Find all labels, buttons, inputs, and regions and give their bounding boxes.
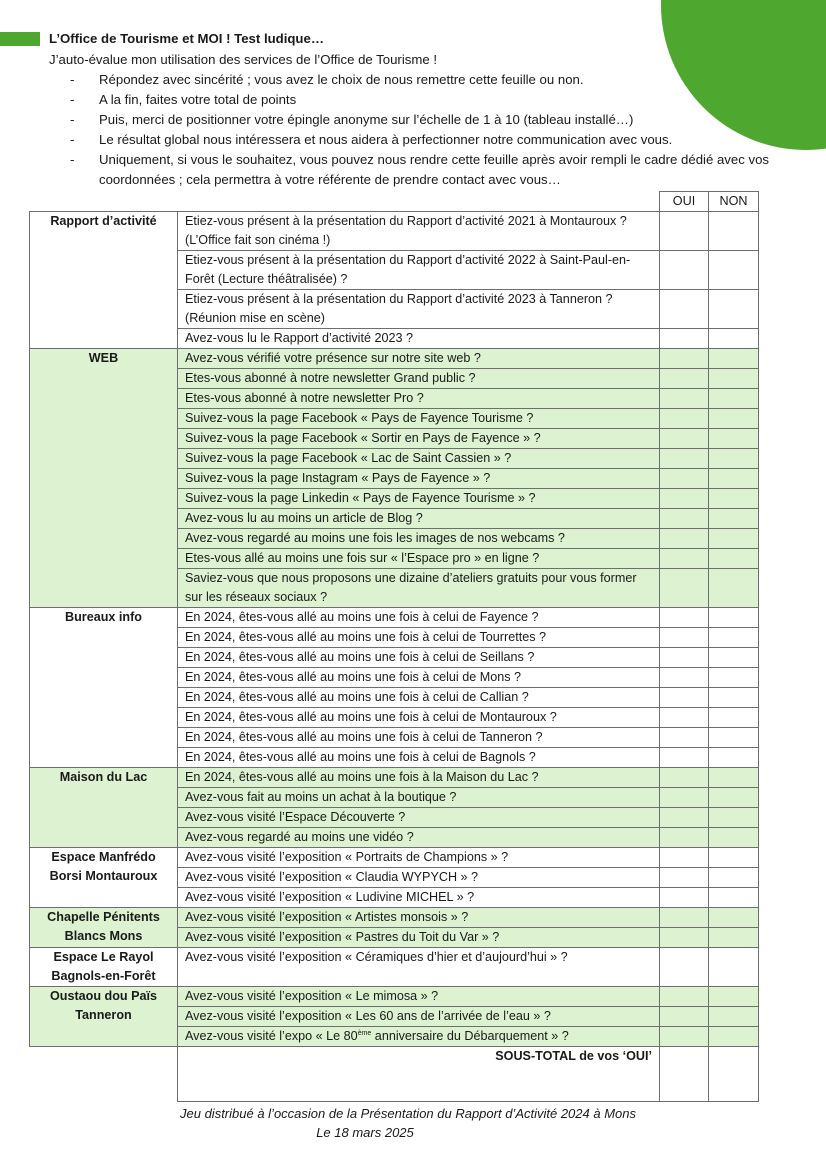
footer-line-1: Jeu distribué à l’occasion de la Présentation du Rapport d’Activité 2024 à Mons [180, 1106, 636, 1121]
question-cell: Avez-vous lu au moins un article de Blog ? [178, 509, 660, 529]
oui-answer-box[interactable] [660, 788, 709, 808]
oui-answer-box[interactable] [660, 349, 709, 369]
oui-answer-box[interactable] [660, 509, 709, 529]
column-header-non: NON [709, 192, 759, 212]
question-cell: Avez-vous vérifié votre présence sur notre site web ? [178, 349, 660, 369]
subtotal-row [30, 1047, 759, 1102]
oui-answer-box[interactable] [660, 888, 709, 908]
non-answer-box[interactable] [709, 668, 759, 688]
non-answer-box[interactable] [709, 848, 759, 868]
non-answer-box[interactable] [709, 608, 759, 628]
table-row [30, 349, 759, 369]
oui-answer-box[interactable] [660, 748, 709, 768]
subtotal-oui-box[interactable] [660, 1047, 709, 1102]
oui-answer-box[interactable] [660, 648, 709, 668]
instruction-item: - A la fin, faites votre total de points [70, 90, 800, 110]
oui-answer-box[interactable] [660, 1027, 709, 1047]
oui-answer-box[interactable] [660, 489, 709, 509]
category-cell: Rapport d’activité [30, 212, 178, 349]
oui-answer-box[interactable] [660, 449, 709, 469]
oui-answer-box[interactable] [660, 848, 709, 868]
non-answer-box[interactable] [709, 828, 759, 848]
non-answer-box[interactable] [709, 987, 759, 1007]
page-subtitle: J’auto-évalue mon utilisation des services de l’Office de Tourisme ! [49, 52, 437, 67]
question-cell: Avez-vous visité l’expo « Le 80ème anniversaire du Débarquement » ? [178, 1027, 660, 1047]
instruction-item: - Uniquement, si vous le souhaitez, vous pouvez nous rendre cette feuille après avoir rempli le cadre dédié avec vos coordonnées ; cela permettra à votre référente de prendre contact avec vous… [70, 152, 769, 187]
category-cell: Espace Le Rayol Bagnols-en-Forêt [30, 948, 178, 987]
question-cell: Etes-vous abonné à notre newsletter Pro ? [178, 389, 660, 409]
non-answer-box[interactable] [709, 788, 759, 808]
oui-answer-box[interactable] [660, 329, 709, 349]
oui-answer-box[interactable] [660, 987, 709, 1007]
non-answer-box[interactable] [709, 529, 759, 549]
oui-answer-box[interactable] [660, 290, 709, 329]
category-cell: Oustaou dou Païs Tanneron [30, 987, 178, 1047]
non-answer-box[interactable] [709, 748, 759, 768]
oui-answer-box[interactable] [660, 1007, 709, 1027]
dash-bullet-icon: - [70, 92, 75, 107]
category-cell: WEB [30, 349, 178, 608]
question-cell: Etiez-vous présent à la présentation du Rapport d’activité 2021 à Montauroux ? (L’Office fait son cinéma !) [178, 212, 660, 251]
quiz-table [29, 191, 759, 1102]
question-cell: Avez-vous visité l’exposition « Claudia WYPYCH » ? [178, 868, 660, 888]
table-header-row [30, 192, 759, 212]
oui-answer-box[interactable] [660, 469, 709, 489]
non-answer-box[interactable] [709, 449, 759, 469]
question-cell: Avez-vous visité l’exposition « Les 60 ans de l’arrivée de l’eau » ? [178, 1007, 660, 1027]
non-answer-box[interactable] [709, 708, 759, 728]
footer-note [0, 1104, 826, 1142]
instruction-item: - Le résultat global nous intéressera et nous aidera à perfectionner notre communication avec vous. [70, 130, 800, 150]
question-cell: Etiez-vous présent à la présentation du Rapport d’activité 2022 à Saint-Paul-en-Forêt (Lecture théâtralisée) ? [178, 251, 660, 290]
oui-answer-box[interactable] [660, 908, 709, 928]
page-title: L’Office de Tourisme et MOI ! Test ludique… [49, 31, 325, 46]
non-answer-box[interactable] [709, 888, 759, 908]
question-cell: Saviez-vous que nous proposons une dizaine d’ateliers gratuits pour vous former sur les réseaux sociaux ? [178, 569, 660, 608]
question-cell: Suivez-vous la page Facebook « Sortir en Pays de Fayence » ? [178, 429, 660, 449]
non-answer-box[interactable] [709, 389, 759, 409]
table-row [30, 948, 759, 987]
non-answer-box[interactable] [709, 908, 759, 928]
question-cell: Avez-vous visité l’exposition « Pastres du Toit du Var » ? [178, 928, 660, 948]
question-cell: En 2024, êtes-vous allé au moins une fois à celui de Montauroux ? [178, 708, 660, 728]
table-row [30, 987, 759, 1007]
footer-line-2: Le 18 mars 2025 [316, 1125, 414, 1140]
oui-answer-box[interactable] [660, 628, 709, 648]
non-answer-box[interactable] [709, 648, 759, 668]
oui-answer-box[interactable] [660, 369, 709, 389]
question-cell: En 2024, êtes-vous allé au moins une fois à la Maison du Lac ? [178, 768, 660, 788]
oui-answer-box[interactable] [660, 808, 709, 828]
question-cell: Avez-vous lu le Rapport d’activité 2023 ? [178, 329, 660, 349]
oui-answer-box[interactable] [660, 728, 709, 748]
non-answer-box[interactable] [709, 290, 759, 329]
non-answer-box[interactable] [709, 509, 759, 529]
non-answer-box[interactable] [709, 768, 759, 788]
question-cell: En 2024, êtes-vous allé au moins une fois à celui de Tanneron ? [178, 728, 660, 748]
category-cell: Espace Manfrédo Borsi Montauroux [30, 848, 178, 908]
non-answer-box[interactable] [709, 429, 759, 449]
dash-bullet-icon: - [70, 132, 75, 147]
question-cell: En 2024, êtes-vous allé au moins une fois à celui de Tourrettes ? [178, 628, 660, 648]
non-answer-box[interactable] [709, 409, 759, 429]
subtotal-non-box[interactable] [709, 1047, 759, 1102]
question-cell: En 2024, êtes-vous allé au moins une fois à celui de Callian ? [178, 688, 660, 708]
oui-answer-box[interactable] [660, 549, 709, 569]
question-cell: Avez-vous visité l’exposition « Céramiques d’hier et d’aujourd’hui » ? [178, 948, 660, 987]
question-cell: Avez-vous visité l’exposition « Artistes monsois » ? [178, 908, 660, 928]
question-cell: Etes-vous abonné à notre newsletter Grand public ? [178, 369, 660, 389]
question-cell: En 2024, êtes-vous allé au moins une fois à celui de Fayence ? [178, 608, 660, 628]
question-cell: En 2024, êtes-vous allé au moins une fois à celui de Mons ? [178, 668, 660, 688]
non-answer-box[interactable] [709, 569, 759, 608]
oui-answer-box[interactable] [660, 409, 709, 429]
non-answer-box[interactable] [709, 808, 759, 828]
dash-bullet-icon: - [70, 152, 75, 167]
decorative-green-bar [0, 32, 40, 46]
question-cell: Avez-vous regardé au moins une vidéo ? [178, 828, 660, 848]
question-cell: Suivez-vous la page Facebook « Pays de Fayence Tourisme ? [178, 409, 660, 429]
instructions-list [70, 70, 800, 190]
table-row [30, 212, 759, 251]
column-header-oui: OUI [660, 192, 709, 212]
oui-answer-box[interactable] [660, 928, 709, 948]
oui-answer-box[interactable] [660, 828, 709, 848]
non-answer-box[interactable] [709, 251, 759, 290]
non-answer-box[interactable] [709, 868, 759, 888]
oui-answer-box[interactable] [660, 688, 709, 708]
dash-bullet-icon: - [70, 72, 75, 87]
oui-answer-box[interactable] [660, 212, 709, 251]
question-cell: Avez-vous visité l’exposition « Portraits de Champions » ? [178, 848, 660, 868]
non-answer-box[interactable] [709, 349, 759, 369]
non-answer-box[interactable] [709, 489, 759, 509]
question-cell: Avez-vous visité l’exposition « Ludivine MICHEL » ? [178, 888, 660, 908]
question-cell: Suivez-vous la page Facebook « Lac de Saint Cassien » ? [178, 449, 660, 469]
non-answer-box[interactable] [709, 628, 759, 648]
non-answer-box[interactable] [709, 948, 759, 987]
table-row [30, 608, 759, 628]
oui-answer-box[interactable] [660, 768, 709, 788]
non-answer-box[interactable] [709, 688, 759, 708]
subtotal-label: SOUS-TOTAL de vos ‘OUI’ [178, 1047, 660, 1102]
oui-answer-box[interactable] [660, 251, 709, 290]
oui-answer-box[interactable] [660, 529, 709, 549]
table-row [30, 908, 759, 928]
non-answer-box[interactable] [709, 928, 759, 948]
oui-answer-box[interactable] [660, 668, 709, 688]
non-answer-box[interactable] [709, 1007, 759, 1027]
oui-answer-box[interactable] [660, 389, 709, 409]
table-row [30, 768, 759, 788]
oui-answer-box[interactable] [660, 708, 709, 728]
non-answer-box[interactable] [709, 549, 759, 569]
oui-answer-box[interactable] [660, 608, 709, 628]
category-cell: Bureaux info [30, 608, 178, 768]
oui-answer-box[interactable] [660, 948, 709, 987]
oui-answer-box[interactable] [660, 868, 709, 888]
non-answer-box[interactable] [709, 728, 759, 748]
question-cell: En 2024, êtes-vous allé au moins une fois à celui de Seillans ? [178, 648, 660, 668]
dash-bullet-icon: - [70, 112, 75, 127]
oui-answer-box[interactable] [660, 429, 709, 449]
question-cell: Avez-vous visité l’Espace Découverte ? [178, 808, 660, 828]
non-answer-box[interactable] [709, 369, 759, 389]
question-cell: Avez-vous fait au moins un achat à la boutique ? [178, 788, 660, 808]
non-answer-box[interactable] [709, 212, 759, 251]
instruction-item: - Répondez avec sincérité ; vous avez le choix de nous remettre cette feuille ou non. [70, 70, 800, 90]
question-cell: Etiez-vous présent à la présentation du Rapport d’activité 2023 à Tanneron ? (Réunion mise en scène) [178, 290, 660, 329]
table-row [30, 848, 759, 868]
category-cell: Chapelle Pénitents Blancs Mons [30, 908, 178, 948]
non-answer-box[interactable] [709, 1027, 759, 1047]
instruction-item: - Puis, merci de positionner votre épingle anonyme sur l’échelle de 1 à 10 (tableau installé…) [70, 110, 800, 130]
question-cell: Suivez-vous la page Instagram « Pays de Fayence » ? [178, 469, 660, 489]
question-cell: Etes-vous allé au moins une fois sur « l’Espace pro » en ligne ? [178, 549, 660, 569]
question-cell: En 2024, êtes-vous allé au moins une fois à celui de Bagnols ? [178, 748, 660, 768]
oui-answer-box[interactable] [660, 569, 709, 608]
question-cell: Avez-vous visité l’exposition « Le mimosa » ? [178, 987, 660, 1007]
non-answer-box[interactable] [709, 469, 759, 489]
question-cell: Avez-vous regardé au moins une fois les images de nos webcams ? [178, 529, 660, 549]
question-cell: Suivez-vous la page Linkedin « Pays de Fayence Tourisme » ? [178, 489, 660, 509]
category-cell: Maison du Lac [30, 768, 178, 848]
non-answer-box[interactable] [709, 329, 759, 349]
